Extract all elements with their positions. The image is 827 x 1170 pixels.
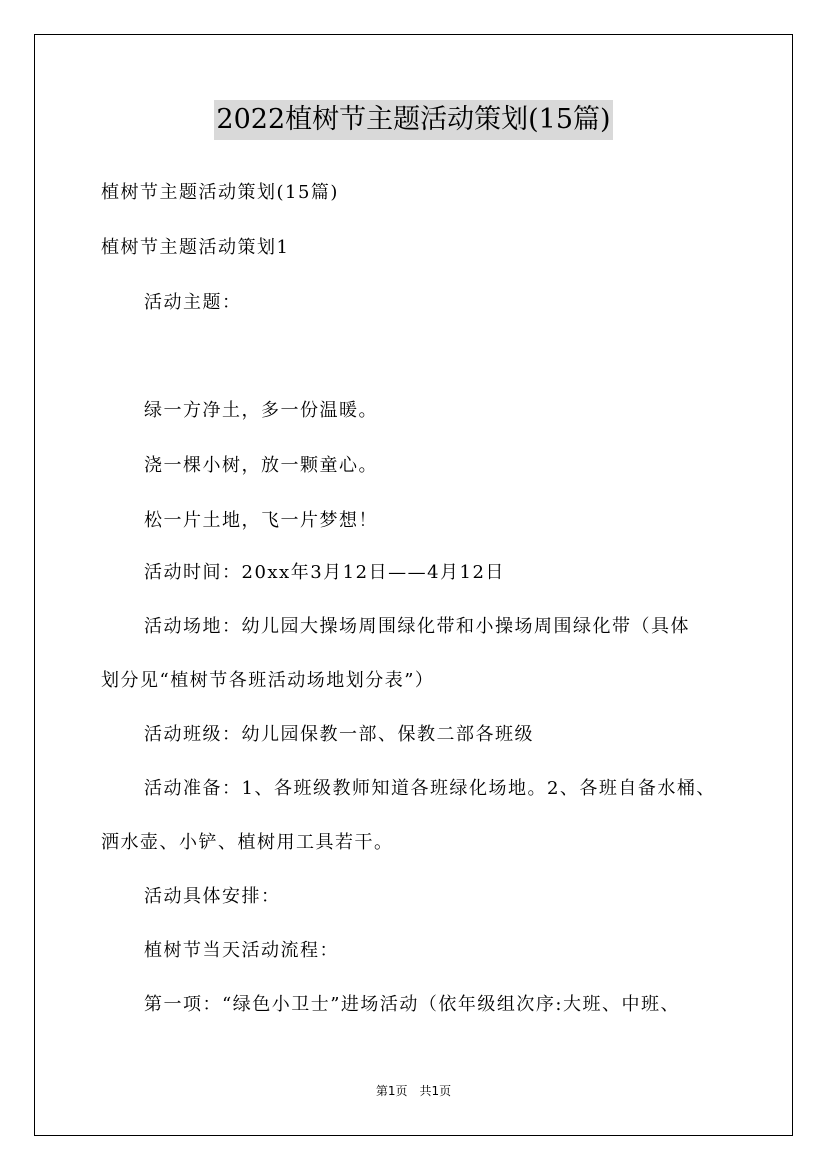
paragraph-line: 活动场地：幼儿园大操场周围绿化带和小操场周围绿化带（具体: [144, 616, 690, 637]
paragraph-line: 活动准备：1、各班级教师知道各班绿化场地。2、各班自备水桶、: [144, 778, 716, 799]
subtitle-line: 植树节主题活动策划(15篇): [101, 182, 339, 203]
paragraph-line: 洒水壶、小铲、植树用工具若干。: [101, 832, 394, 853]
title-container: [0, 100, 827, 140]
paragraph-line: 活动主题：: [144, 292, 242, 313]
paragraph-line: 划分见“植树节各班活动场地划分表”）: [101, 670, 435, 691]
paragraph-line: 绿一方净土，多一份温暖。: [144, 400, 378, 421]
paragraph-line: 活动时间：20xx年3月12日——4月12日: [144, 562, 505, 583]
paragraph-line: 松一片土地，飞一片梦想！: [144, 510, 378, 531]
paragraph-line: 浇一棵小树，放一颗童心。: [144, 455, 378, 476]
paragraph-line: 植树节当天活动流程：: [144, 940, 339, 961]
paragraph-line: 活动班级：幼儿园保教一部、保教二部各班级: [144, 724, 534, 745]
paragraph-line: 第一项：“绿色小卫士”进场活动（依年级组次序:大班、中班、: [144, 994, 680, 1015]
page-footer: 第1页 共1页: [375, 1084, 452, 1098]
paragraph-line: 活动具体安排：: [144, 886, 281, 907]
document-title: 2022植树节主题活动策划(15篇): [214, 100, 612, 140]
section-heading: 植树节主题活动策划1: [101, 237, 290, 258]
